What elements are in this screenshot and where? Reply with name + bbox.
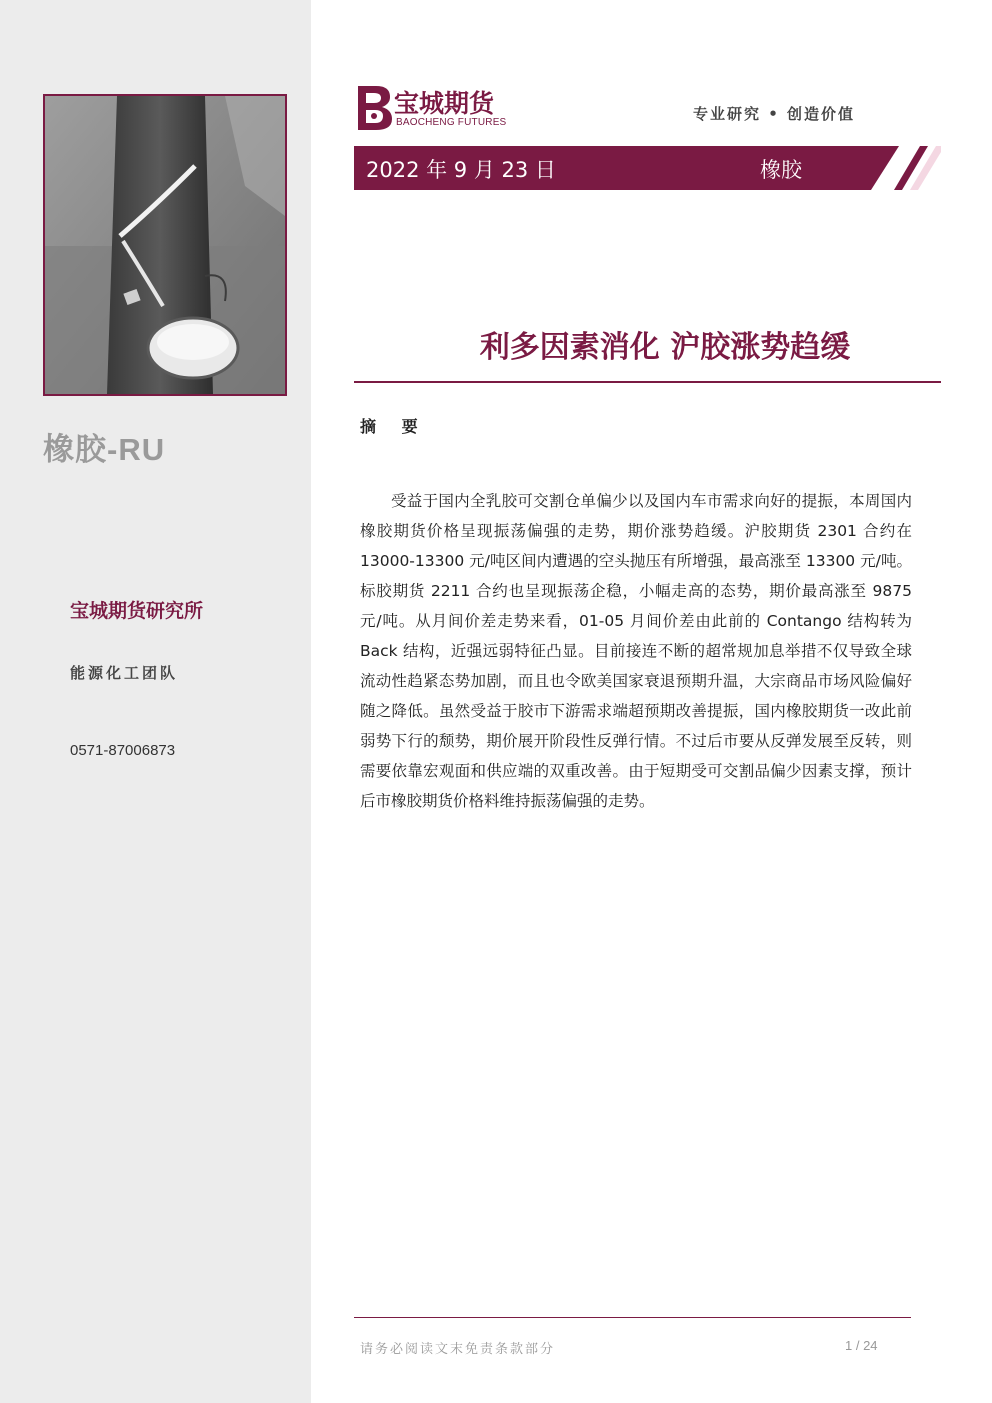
report-category: 橡胶 [760,158,802,182]
footer-divider [354,1317,911,1318]
footer-disclaimer: 请务必阅读文末免责条款部分 [360,1342,556,1357]
title-divider [354,381,941,383]
page-number: 1 / 24 [845,1338,878,1353]
rubber-tree-illustration [45,96,285,394]
abstract-heading: 摘 要 [360,417,428,436]
report-title: 利多因素消化 沪胶涨势趋缓 [479,330,851,365]
company-slogan: 专业研究 • 创造价值 [693,105,856,123]
team-name: 能源化工团队 [70,664,179,682]
institute-name: 宝城期货研究所 [70,600,204,622]
rubber-tapping-photo [43,94,287,396]
logo-chinese-name: 宝城期货 [394,89,495,118]
report-date: 2022 年 9 月 23 日 [366,158,556,182]
logo-english-name: BAOCHENG FUTURES [396,117,507,128]
commodity-title: 橡胶-RU [43,432,166,467]
abstract-body: 受益于国内全乳胶可交割仓单偏少以及国内车市需求向好的提振，本周国内橡胶期货价格呈现振荡偏强的走势，期价涨势趋缓。沪胶期货 2301 合约在 13000-13300 元/吨区间内遭遇的空头抛压有所增强，最高涨至 13300 元/吨。标胶期货 2211 合约也呈现振荡企稳，小幅走高的态势，期价最高涨至 9875 元/吨。从月间价差走势来看，01-05 月间价差由此前的 Contango 结构转为 Back 结构，近强远弱特征凸显。目前接连不断的超常规加息举措不仅导致全球流动性趋紧态势加剧，而且也令欧美国家衰退预期升温，大宗商品市场风险偏好随之降低。虽然受益于胶市下游需求端超预期改善提振，国内橡胶期货一改此前弱势下行的颓势，期价展开阶段性反弹行情。不过后市要从反弹发展至反转，则需要依靠宏观面和供应端的双重改善。由于短期受可交割品偏少因素支撑，预计后市橡胶期货价格料维持振荡偏强的走势。 [360,492,912,810]
sidebar [0,0,311,1403]
contact-phone: 0571-87006873 [70,742,176,759]
